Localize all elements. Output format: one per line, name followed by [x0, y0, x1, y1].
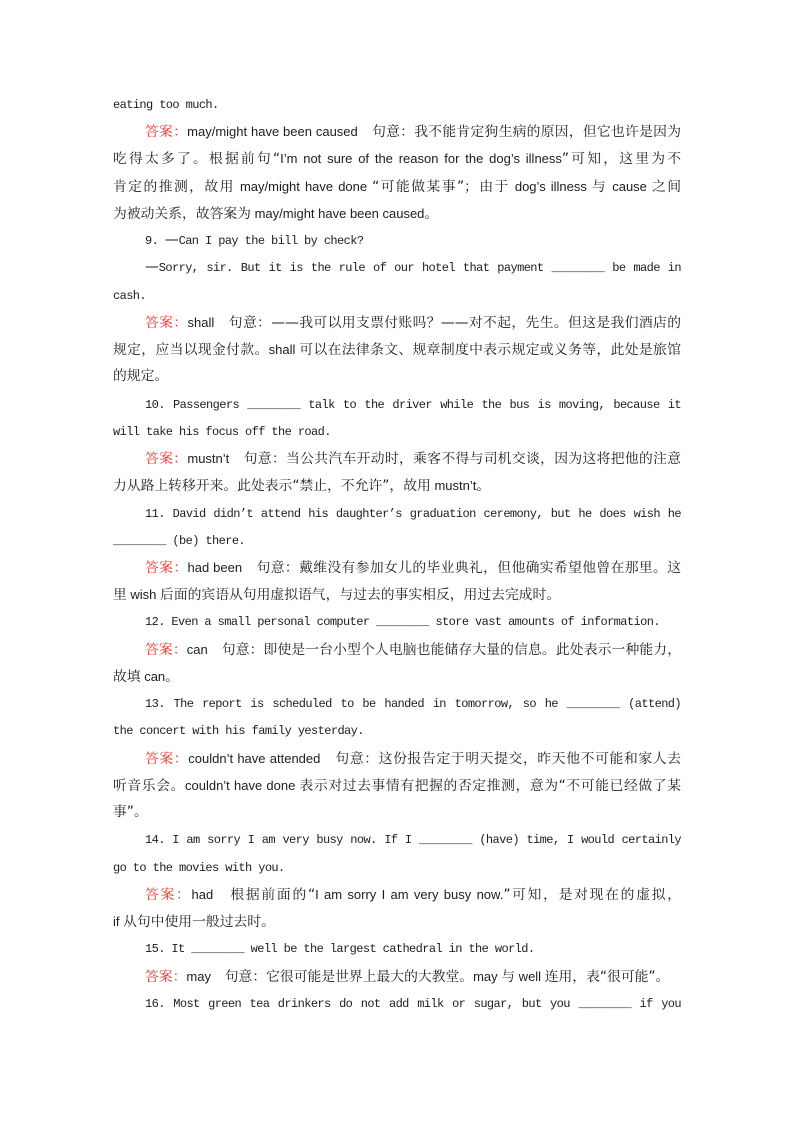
question-paragraph [113, 500, 681, 554]
exercise-item [113, 990, 681, 1017]
answer-line [113, 363, 681, 390]
answer-text: may/might have been caused 句意：我不能肯定狗生病的原因，但它也许是因为 [187, 124, 682, 141]
answer-text: 为被动关系，故答案为 may/might have been caused。 [113, 205, 439, 222]
answer-line [113, 200, 681, 227]
answer-line [113, 908, 681, 935]
answer-text: 吃得太多了。根据前句“I’m not sure of the reason for the dog’s illness”可知，这里为不 [113, 151, 681, 168]
answer-text: 听音乐会。couldn’t have done 表示对过去事情有把握的否定推测，意为“不可能已经做了某 [113, 777, 681, 794]
question-paragraph [113, 391, 681, 445]
answer-line [113, 554, 681, 581]
question-line [113, 854, 681, 881]
question-paragraph [113, 608, 681, 635]
latin-text-run: 13. The report is scheduled to be handed in tomorrow, so he ________ (attend) [145, 697, 681, 712]
latin-text-run: may [186, 968, 211, 984]
answer-text: 肯定的推测，故用 may/might have done “可能做某事”；由于 dog’s illness 与 cause 之间 [113, 178, 682, 195]
answer-line [113, 118, 681, 145]
answer-label: 答案： [145, 451, 188, 468]
latin-text-run: cause [607, 178, 652, 194]
latin-text-run: may [473, 968, 502, 984]
question-paragraph [113, 227, 681, 254]
answer-text: mustn’t 句意：当公共汽车开动时，乘客不得与司机交谈，因为这将把他的注意 [187, 451, 682, 468]
question-text [113, 96, 219, 112]
answer-paragraph [113, 118, 681, 227]
question-line [113, 935, 681, 962]
latin-text-run: I am sorry I am very busy now. [315, 886, 504, 902]
exercise-item [113, 935, 681, 989]
latin-text-run: eating too much. [113, 98, 219, 112]
answer-text: 规定，应当以现金付款。shall 可以在法律条文、规章制度中表示规定或义务等，此处是旅馆 [113, 342, 681, 359]
question-text [113, 532, 245, 548]
answer-line [113, 581, 681, 608]
latin-text-run: mustn’t [430, 478, 477, 494]
latin-text-run: shall [187, 314, 215, 330]
answer-text: had been 句意：戴维没有参加女儿的毕业典礼，但他确实希望他曾在那里。这 [187, 559, 682, 576]
answer-text: 事”。 [113, 804, 148, 821]
latin-text-run: dog’s illness [509, 178, 592, 194]
question-line [113, 500, 681, 527]
latin-text-run: 15. It ________ well be the largest cathedral in the world. [145, 942, 535, 957]
latin-text-run: may/might have been caused [187, 124, 358, 140]
question-text [113, 287, 146, 303]
question-line [113, 391, 681, 418]
latin-text-run: cash. [113, 288, 147, 303]
question-text [113, 859, 285, 875]
question-text [145, 505, 681, 521]
latin-text-run: shall [268, 342, 300, 358]
latin-text-run: mustn’t [187, 451, 230, 467]
answer-label: 答案： [145, 559, 188, 576]
latin-text-run: well [515, 968, 545, 984]
exercise-item [113, 227, 681, 390]
answer-line [113, 145, 681, 172]
answer-label: 答案： [145, 750, 189, 767]
latin-text-run: wish [126, 587, 161, 603]
question-line [113, 91, 681, 118]
answer-paragraph [113, 881, 681, 935]
latin-text-run: had been [187, 559, 243, 575]
latin-text-run: 11. David didn’t attend his daughter’s graduation ceremony, but he does wish he [145, 506, 681, 521]
answer-text: may 句意：它很可能是世界上最大的大教堂。may 与 well 连用，表“很可能”。 [186, 968, 670, 985]
latin-text-run: 9. [145, 234, 165, 249]
latin-text-run: may/might have been caused [250, 205, 425, 221]
exercise-item [113, 391, 681, 500]
answer-paragraph [113, 445, 681, 499]
answer-label: 答案： [145, 968, 187, 985]
question-line [113, 990, 681, 1017]
answer-line [113, 173, 681, 200]
question-text [145, 613, 660, 629]
answer-label: 答案： [145, 314, 188, 331]
latin-text-run: will take his focus off the road. [113, 424, 331, 439]
latin-text-run: 10. Passengers ________ talk to the driver while the bus is moving, because it [145, 397, 681, 412]
question-text: —Sorry, sir. But it is the rule of our hotel that payment ________ be made in [145, 259, 681, 276]
answer-line [113, 636, 681, 663]
question-line [113, 227, 681, 254]
question-text [113, 423, 331, 439]
question-line [113, 282, 681, 309]
question-line [113, 254, 681, 281]
answer-text: can 句意：即使是一台小型个人电脑也能储存大量的信息。此处表示一种能力， [186, 641, 682, 658]
latin-text-run: 14. I am sorry I am very busy now. If I ________ (have) time, I would certainly [145, 833, 681, 848]
latin-text-run: may/might have done [234, 178, 373, 194]
question-line [113, 690, 681, 717]
question-paragraph [113, 826, 681, 880]
question-text [145, 396, 681, 412]
question-paragraph [113, 935, 681, 962]
answer-label: 答案： [145, 124, 188, 141]
exercise-item [113, 500, 681, 609]
latin-text-run: go to the movies with you. [113, 860, 285, 875]
answer-line [113, 963, 681, 990]
question-text: 9. —Can I pay the bill by check? [145, 232, 364, 249]
answer-line [113, 772, 681, 799]
question-line [113, 717, 681, 744]
question-text [113, 722, 364, 738]
answer-paragraph [113, 745, 681, 827]
answer-line [113, 745, 681, 772]
answer-paragraph [113, 963, 681, 990]
latin-text-run: Sorry, sir. But it is the rule of our hotel that payment ________ be made in [158, 261, 681, 276]
question-paragraph [113, 91, 681, 118]
exercise-list [113, 91, 681, 1017]
answer-text: 故填 can。 [113, 668, 179, 685]
question-paragraph [113, 254, 681, 308]
question-line [113, 527, 681, 554]
latin-text-run: couldn’t have attended [188, 750, 321, 766]
answer-text: had 根据前面的“I am sorry I am very busy now.”可知，是对现在的虚拟， [191, 886, 681, 903]
latin-text-run: Can I pay the bill by check? [178, 234, 364, 249]
answer-text: 里 wish 后面的宾语从句用虚拟语气，与过去的事实相反，用过去完成时。 [113, 587, 561, 604]
latin-text-run: if [113, 914, 124, 930]
latin-text-run: 12. Even a small personal computer ________ store vast amounts of information. [145, 615, 660, 630]
latin-text-run: can [186, 641, 208, 657]
answer-paragraph [113, 554, 681, 608]
answer-text: shall 句意：——我可以用支票付账吗？——对不起，先生。但这是我们酒店的 [187, 314, 681, 331]
question-text [145, 831, 681, 847]
exercise-item [113, 826, 681, 935]
answer-text: 力从路上转移开来。此处表示“禁止，不允许”，故用 mustn’t。 [113, 478, 491, 495]
answer-text: if 从句中使用一般过去时。 [113, 914, 275, 931]
answer-text: couldn’t have attended 句意：这份报告定于明天提交，昨天他不可能和家人去 [188, 750, 682, 767]
latin-text-run: can [140, 668, 166, 684]
question-paragraph [113, 690, 681, 744]
question-paragraph [113, 990, 681, 1017]
latin-text-run: I’m not sure of the reason for the dog’s illness [280, 151, 562, 167]
question-line [113, 608, 681, 635]
answer-line [113, 663, 681, 690]
latin-text-run: the concert with his family yesterday. [113, 724, 364, 739]
exercise-item [113, 608, 681, 690]
answer-label: 答案： [145, 641, 187, 658]
exercise-item [113, 690, 681, 826]
answer-line [113, 445, 681, 472]
question-text [145, 940, 534, 956]
answer-line [113, 881, 681, 908]
answer-paragraph [113, 309, 681, 391]
question-line [113, 418, 681, 445]
answer-line [113, 309, 681, 336]
answer-label: 答案： [145, 886, 192, 903]
question-text [145, 995, 681, 1011]
latin-text-run: couldn’t have done [184, 777, 300, 793]
answer-line [113, 472, 681, 499]
latin-text-run: had [191, 886, 214, 902]
question-text [145, 695, 681, 711]
latin-text-run: 16. Most green tea drinkers do not add milk or sugar, but you ________ if you [145, 996, 681, 1011]
answer-paragraph [113, 636, 681, 690]
latin-text-run: ________ (be) there. [113, 533, 246, 548]
answer-line [113, 336, 681, 363]
answer-line [113, 799, 681, 826]
answer-text: 的规定。 [113, 368, 169, 385]
exercise-item [113, 91, 681, 227]
question-line [113, 826, 681, 853]
